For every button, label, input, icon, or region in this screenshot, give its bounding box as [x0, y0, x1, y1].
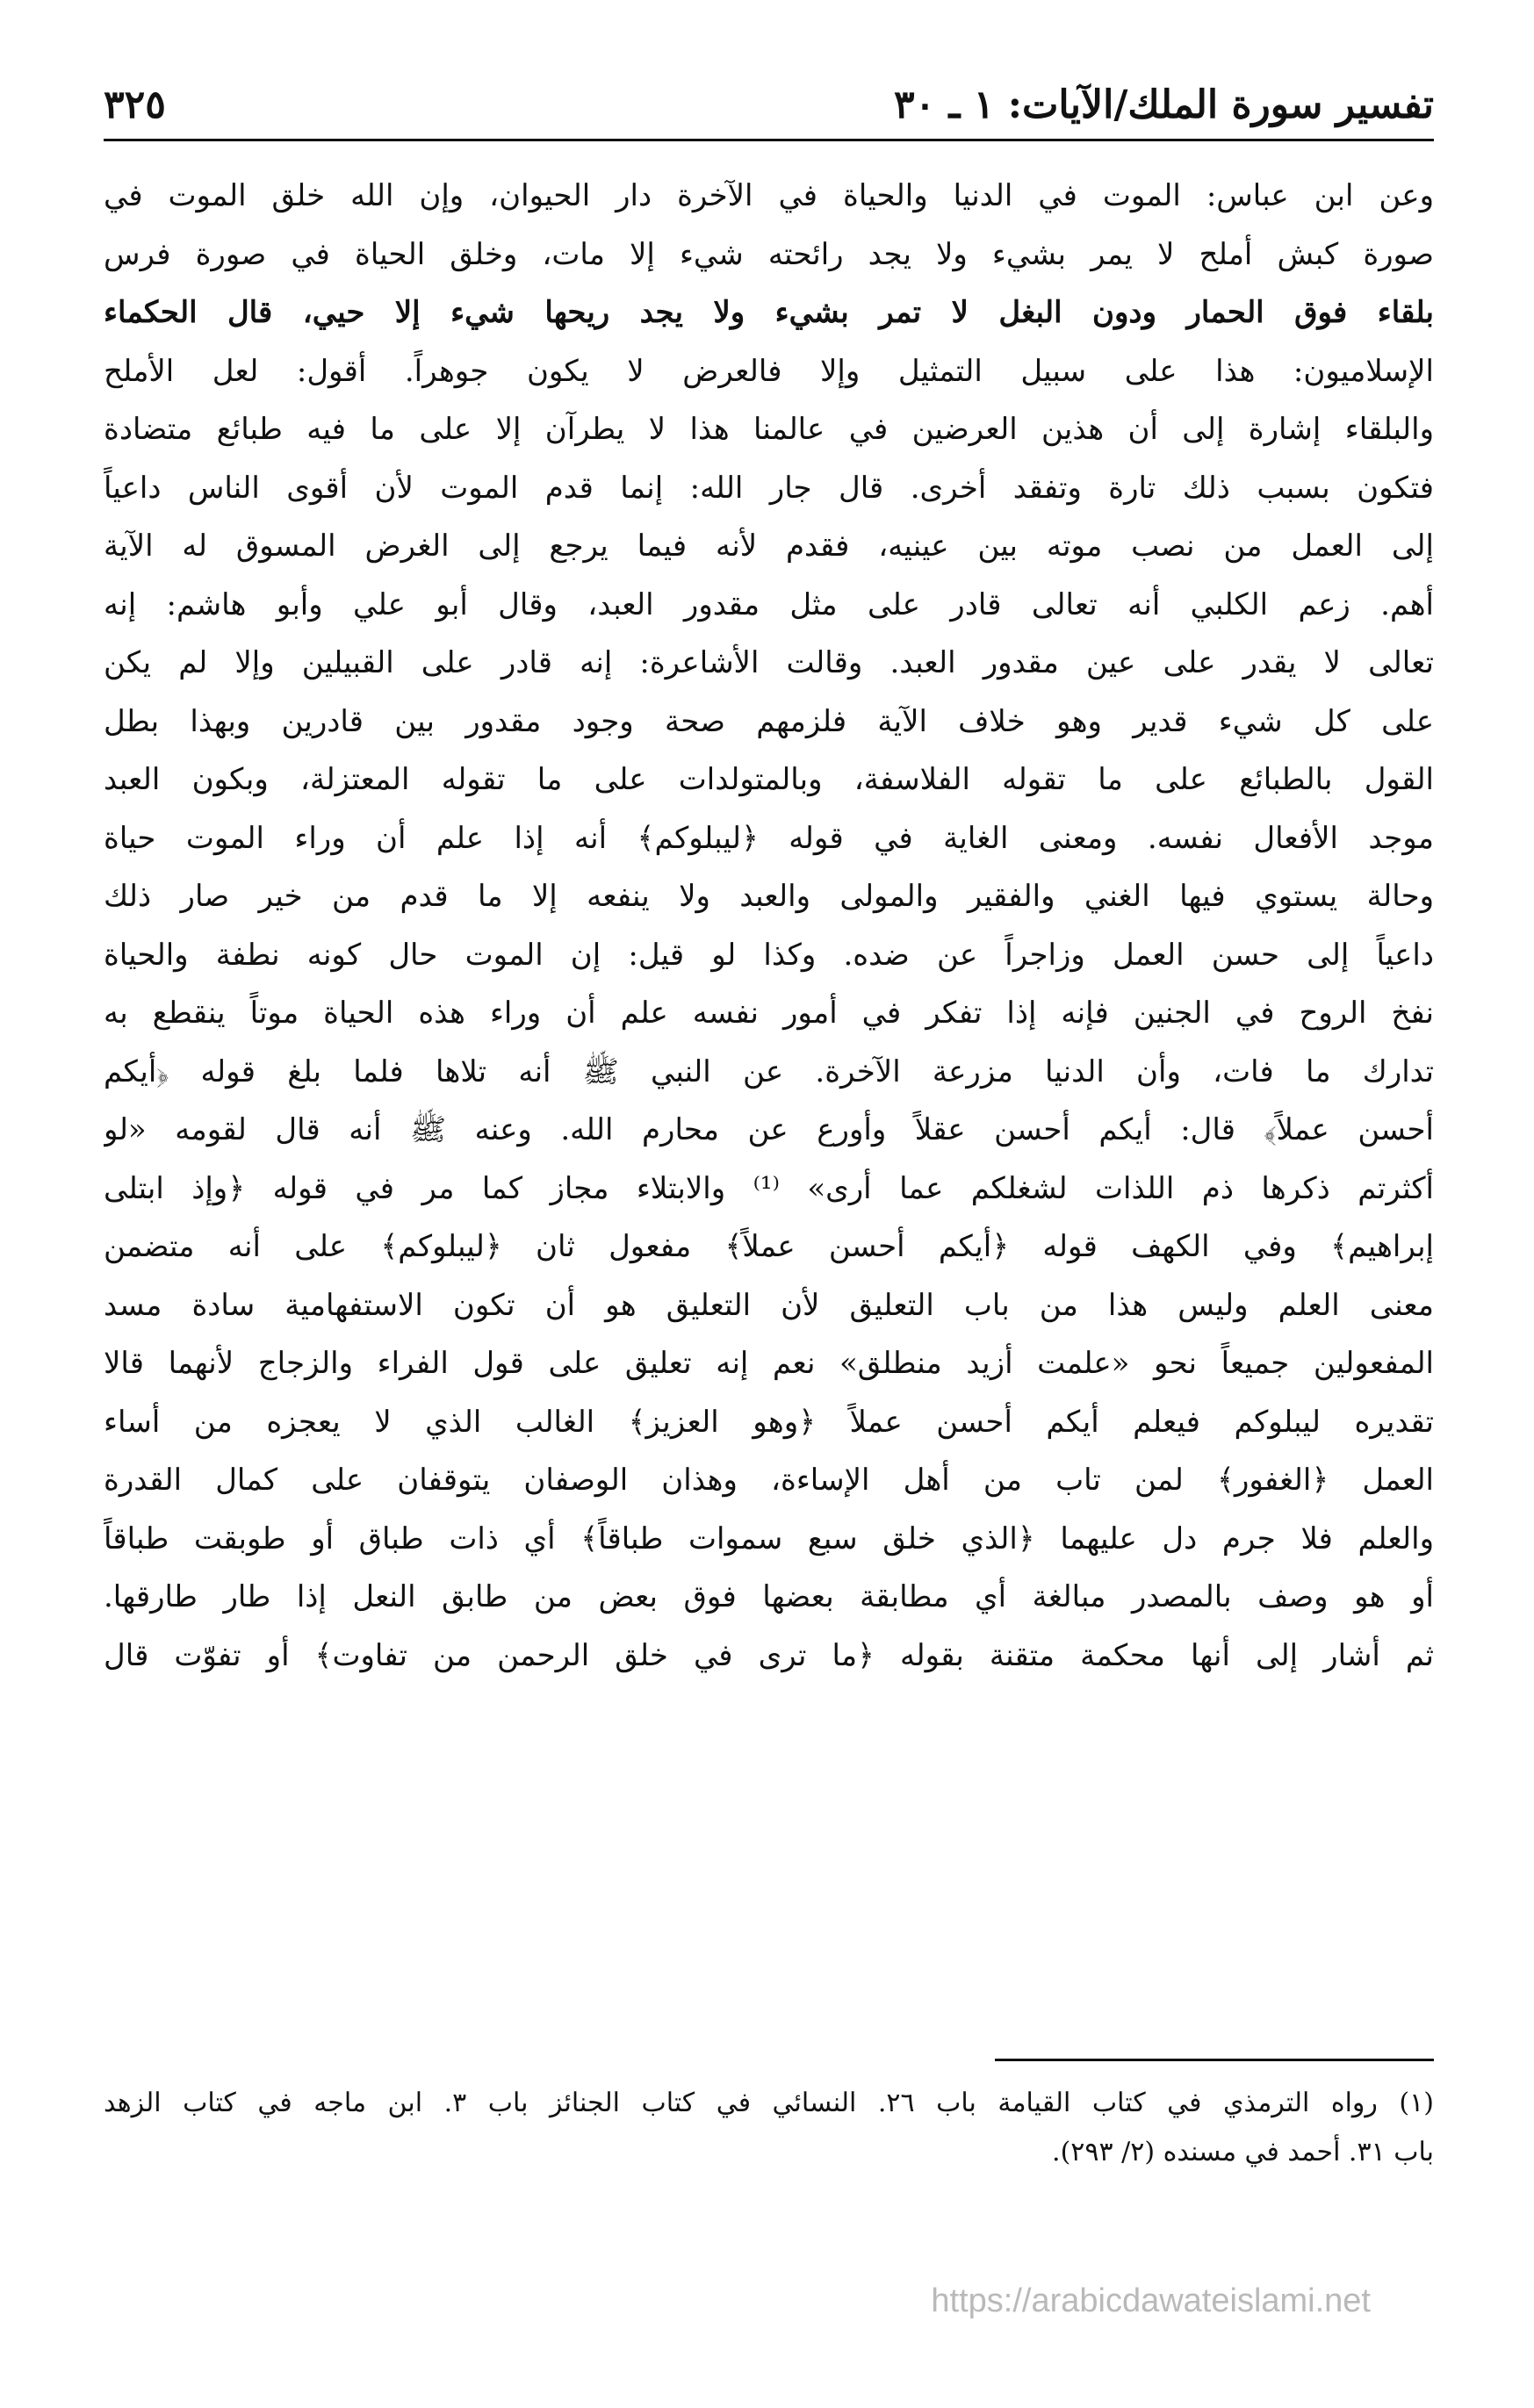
- text-line: على كل شيء قدير وهو خلاف الآية فلزمهم صحة وجود مقدور بين قادرين وبهذا بطل: [104, 703, 1434, 739]
- watermark-url: https://arabicdawateislami.net: [931, 2282, 1371, 2319]
- footnote-line: باب ٣١. أحمد في مسنده (٢/ ٢٩٣).: [1052, 2137, 1434, 2167]
- text-line: ثم أشار إلى أنها محكمة متقنة بقوله ﴿ما ترى في خلق الرحمن من تفاوت﴾ أو تفوّت قال: [104, 1637, 1434, 1673]
- text-line: وحالة يستوي فيها الغني والفقير والمولى والعبد ولا ينفعه إلا ما قدم من خير صار ذلك: [104, 879, 1434, 914]
- text-line: القول بالطبائع على ما تقوله الفلاسفة، وبالمتولدات على ما تقوله المعتزلة، وبكون العبد: [104, 762, 1434, 797]
- text-line: أو هو وصف بالمصدر مبالغة أي مطابقة بعضها فوق بعض من طابق النعل إذا طار طارقها.: [104, 1579, 1434, 1614]
- text-line: تعالى لا يقدر على عين مقدور العبد. وقالت الأشاعرة: إنه قادر على القبيلين وإلا لم يكن: [104, 645, 1434, 680]
- text-line: إبراهيم﴾ وفي الكهف قوله ﴿أيكم أحسن عملاً﴾ مفعول ثان ﴿ليبلوكم﴾ على أنه متضمن: [104, 1229, 1434, 1264]
- text-line: بلقاء فوق الحمار ودون البغل لا تمر بشيء ولا يجد ريحها شيء إلا حيي، قال الحكماء: [104, 295, 1434, 330]
- text-line: والبلقاء إشارة إلى أن هذين العرضين في عالمنا هذا لا يطرآن إلا على ما فيه طبائع متضادة: [104, 412, 1434, 447]
- page-number: ٣٢٥: [104, 83, 166, 127]
- footnote-divider: [995, 2059, 1434, 2061]
- text-line: أحسن عملاً﴾ قال: أيكم أحسن عقلاً وأورع عن محارم الله. وعنه ﷺ أنه قال لقومه «لو: [104, 1112, 1434, 1147]
- text-line: معنى العلم وليس هذا من باب التعليق لأن التعليق هو أن تكون الاستفهامية سادة مسد: [104, 1287, 1434, 1323]
- main-text: [104, 167, 1434, 1685]
- text-line: صورة كبش أملح لا يمر بشيء ولا يجد رائحته شيء إلا مات، وخلق الحياة في صورة فرس: [104, 236, 1434, 272]
- text-line: تدارك ما فات، وأن الدنيا مزرعة الآخرة. عن النبي ﷺ أنه تلاها فلما بلغ قوله ﴿أيكم: [104, 1053, 1434, 1089]
- header-title: تفسير سورة الملك/الآيات: ١ ـ ٣٠: [893, 83, 1434, 127]
- text-line: فتكون بسبب ذلك تارة وتفقد أخرى. قال جار الله: إنما قدم الموت لأن أقوى الناس داعياً: [104, 470, 1434, 506]
- text-line: موجد الأفعال نفسه. ومعنى الغاية في قوله ﴿ليبلوكم﴾ أنه إذا علم أن وراء الموت حياة: [104, 820, 1434, 856]
- text-line: نفخ الروح في الجنين فإنه إذا تفكر في أمور نفسه علم أن وراء هذه الحياة موتاً ينقطع به: [104, 996, 1434, 1031]
- footnotes: [104, 2079, 1434, 2177]
- text-line: أهم. زعم الكلبي أنه تعالى قادر على مثل مقدور العبد، وقال أبو علي وأبو هاشم: إنه: [104, 586, 1434, 622]
- text-line: المفعولين جميعاً نحو «علمت أزيد منطلق» نعم إنه تعليق على قول الفراء والزجاج لأنهما قالا: [104, 1346, 1434, 1381]
- text-line: داعياً إلى حسن العمل وزاجراً عن ضده. وكذا لو قيل: إن الموت حال كونه نطفة والحياة: [104, 937, 1434, 973]
- text-line: العمل ﴿الغفور﴾ لمن تاب من أهل الإساءة، وهذان الوصفان يتوقفان على كمال القدرة: [104, 1463, 1434, 1498]
- text-line: تقديره ليبلوكم فيعلم أيكم أحسن عملاً ﴿وهو العزيز﴾ الغالب الذي لا يعجزه من أساء: [104, 1404, 1434, 1440]
- text-line: والعلم فلا جرم دل عليهما ﴿الذي خلق سبع سموات طباقاً﴾ أي ذات طباق أو طوبقت طباقاً: [104, 1520, 1434, 1556]
- text-line: إلى العمل من نصب موته بين عينيه، فقدم لأنه فيما يرجع إلى الغرض المسوق له الآية: [104, 528, 1434, 564]
- header-divider: [104, 139, 1434, 141]
- footnote-line: (١) رواه الترمذي في كتاب القيامة باب ٢٦. النسائي في كتاب الجنائز باب ٣. ابن ماجه في كتاب الزهد: [104, 2088, 1434, 2118]
- text-line: الإسلاميون: هذا على سبيل التمثيل وإلا فالعرض لا يكون جوهراً. أقول: لعل الأملح: [104, 353, 1434, 389]
- text-line: أكثرتم ذكرها ذم اللذات لشغلكم عما أرى» ⁽¹⁾ والابتلاء مجاز كما مر في قوله ﴿وإذ ابتلى: [104, 1170, 1434, 1206]
- text-line: وعن ابن عباس: الموت في الدنيا والحياة في الآخرة دار الحيوان، وإن الله خلق الموت في: [104, 178, 1434, 213]
- running-header: [104, 77, 1434, 147]
